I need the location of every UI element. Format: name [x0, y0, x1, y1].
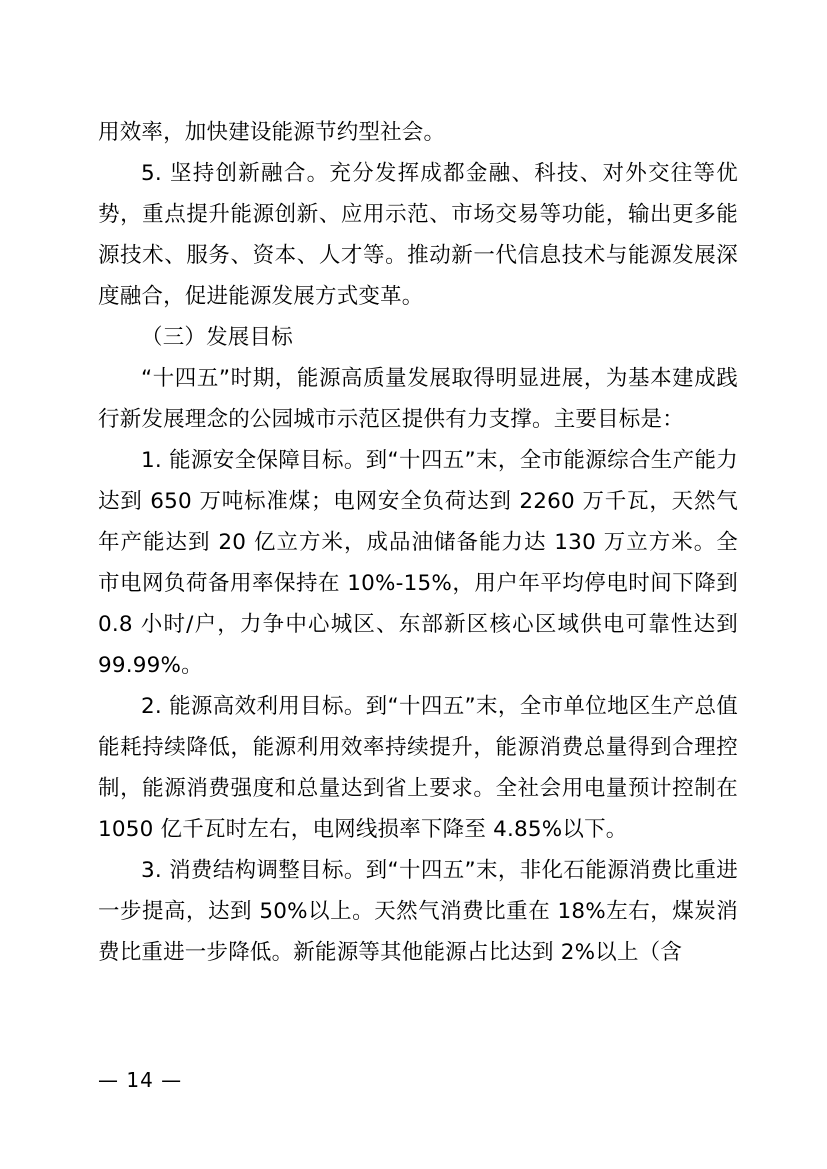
paragraph-overview: “十四五”时期，能源高质量发展取得明显进展，为基本建成践行新发展理念的公园城市示范区提供有力支撑。主要目标是： — [98, 366, 738, 432]
paragraph-principle-5: 5. 坚持创新融合。充分发挥成都金融、科技、对外交往等优势，重点提升能源创新、应用示范、市场交易等功能，输出更多能源技术、服务、资本、人才等。推动新一代信息技术与能源发展深度融合，促进能源发展方式变革。 — [98, 161, 738, 309]
paragraph-goal-1-energy-security: 1. 能源安全保障目标。到“十四五”末，全市能源综合生产能力达到 650 万吨标准煤；电网安全负荷达到 2260 万千瓦，天然气年产能达到 20 亿立方米，成品油储备能力达 130 万立方米。全市电网负荷备用率保持在 10%-15%，用户年平均停电时间下降到 0.8 小时/户，力争中心城区、东部新区核心区域供电可靠性达到 99.99%。 — [98, 448, 738, 678]
paragraph-goal-3-consumption-structure: 3. 消费结构调整目标。到“十四五”末，非化石能源消费比重进一步提高，达到 50%以上。天然气消费比重在 18%左右，煤炭消费比重进一步降低。新能源等其他能源占比达到 2%以上（含 — [98, 858, 738, 965]
document-body — [98, 112, 738, 973]
section-heading-development-goals: （三）发展目标 — [141, 325, 293, 350]
page-number: — 14 — — [98, 1068, 183, 1092]
paragraph-goal-2-efficient-use: 2. 能源高效利用目标。到“十四五”末，全市单位地区生产总值能耗持续降低，能源利用效率持续提升，能源消费总量得到合理控制，能源消费强度和总量达到省上要求。全社会用电量预计控制在 1050 亿千瓦时左右，电网线损率下降至 4.85%以下。 — [98, 694, 738, 842]
paragraph-continuation: 用效率，加快建设能源节约型社会。 — [98, 120, 446, 145]
